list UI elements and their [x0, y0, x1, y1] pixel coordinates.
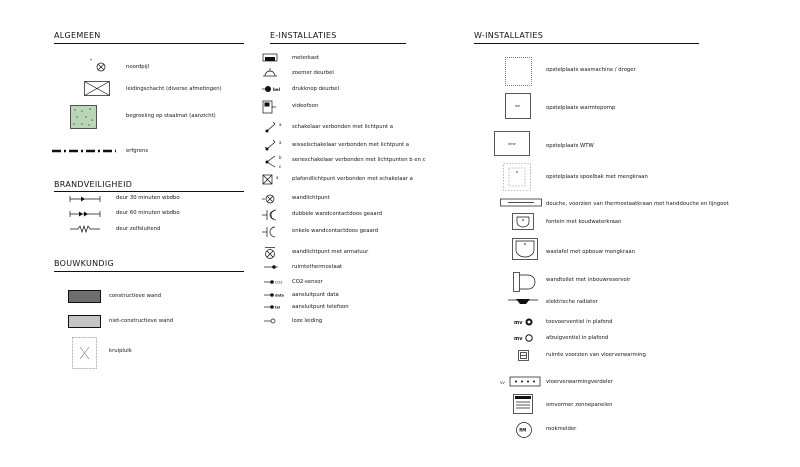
heading-algemeen: ALGEMEEN [54, 31, 101, 40]
floor-heating-manifold-icon [500, 376, 542, 388]
label-warmtepomp: opstelplaats warmtepomp [546, 105, 616, 111]
constructive-wall-swatch [68, 290, 101, 303]
label-erfgrens: erfgrens [126, 148, 149, 154]
shower-drain-icon [500, 198, 542, 208]
electric-radiator-icon [508, 293, 538, 305]
divider-bouwkundig [54, 271, 244, 272]
divider-brandveiligheid [54, 191, 244, 192]
symbol-text-tel: tel [275, 305, 281, 310]
washing-machine-spot-icon [505, 57, 532, 86]
label-wasmachine: opstelplaats wasmachine / droger [546, 67, 636, 73]
door-buzzer-icon [262, 68, 278, 78]
label-ruimtethermostaat: ruimtethermostaat [292, 264, 343, 270]
symbol-text-c: c [279, 164, 282, 169]
thermostat-icon [262, 262, 282, 272]
label-co2-sensor: CO2-sensor [292, 279, 323, 285]
switch-icon [264, 120, 286, 134]
fountain-icon [512, 213, 534, 230]
label-noordpijl: noordpijl [126, 64, 150, 70]
label-constructieve-wand: constructieve wand [109, 293, 161, 299]
label-spoelbak: opstelplaats spoelbak met mengkraan [546, 174, 648, 180]
supply-valve-icon [514, 317, 536, 327]
label-wandlichtpunt-armatuur: wandlichtpunt met armatuur [292, 249, 369, 255]
label-loze-leiding: loze leiding [292, 318, 323, 324]
doorbell-button-icon [262, 84, 288, 94]
door-60-min-icon [70, 210, 100, 218]
label-wandlichtpunt: wandlichtpunt [292, 195, 330, 201]
label-deur-60: deur 60 minuten wbdbo [116, 210, 180, 216]
label-enkele-wandcontactdoos: enkele wandcontactdoos geaard [292, 228, 379, 234]
symbol-text-a-2: a [279, 140, 282, 145]
heat-pump-icon [505, 93, 531, 119]
heading-brandveiligheid: BRANDVEILIGHEID [54, 180, 133, 189]
vegetation-mesh-icon [70, 105, 97, 129]
solar-inverter-icon [513, 394, 533, 414]
crawl-hatch-icon [72, 337, 97, 369]
series-switch-icon [264, 152, 286, 170]
symbol-text-mv-1: mv [514, 320, 523, 326]
floor-heating-icon [518, 350, 530, 362]
two-way-switch-icon [264, 138, 286, 152]
label-serieschakelaar: serieschakelaar verbonden met lichtpunten b en c [292, 157, 426, 163]
ceiling-light-icon [262, 174, 284, 186]
label-plafondlichtpunt: plafondlichtpunt verbonden met schakelaar a [292, 176, 413, 182]
label-videofoon: videofoon [292, 103, 319, 109]
symbol-text-vv: VV [500, 381, 505, 385]
north-arrow-icon [90, 58, 110, 74]
label-meterkast: meterkast [292, 55, 319, 61]
double-socket-icon [262, 209, 278, 221]
exhaust-valve-icon [514, 333, 536, 343]
symbol-text-a-3: a [276, 175, 279, 180]
label-omvormer: omvormer zonnepanelen [546, 402, 613, 408]
heading-bouwkundig: BOUWKUNDIG [54, 259, 114, 268]
videophone-icon [262, 100, 278, 114]
label-wandtoilet: wandtoilet met inbouwreservoir [546, 277, 631, 283]
label-elektrische-radiator: elektrische radiator [546, 299, 598, 305]
label-aansluitpunt-data: aansluitpunt data [292, 292, 339, 298]
data-outlet-icon [262, 290, 290, 300]
symbol-text-a-1: a [279, 122, 282, 127]
label-leidingschacht: leidingschacht (diverse afmetingen) [126, 86, 222, 92]
label-afzuigventiel: afzuigventiel in plafond [546, 335, 609, 341]
label-vloerverwarming: ruimte voorzien van vloerverwarming [546, 352, 646, 358]
label-aansluitpunt-telefoon: aansluitpunt telefoon [292, 304, 349, 310]
heading-e-installaties: E-INSTALLATIES [270, 31, 337, 40]
wall-light-icon [262, 193, 278, 205]
symbol-text-wp: WP [515, 104, 520, 108]
label-deur-zelfsluitend: deur zelfsluitend [116, 226, 161, 232]
self-closing-door-icon [70, 225, 100, 233]
svg-text:*: * [90, 58, 92, 63]
divider-algemeen [54, 43, 244, 44]
label-kruipluik: kruipluik [109, 348, 132, 354]
label-zoemer-deurbel: zoemer deurbel [292, 70, 334, 76]
symbol-text-bel: bel [273, 87, 280, 92]
symbol-text-b: b [279, 155, 282, 160]
divider-e-installaties [270, 43, 406, 44]
label-schakelaar: schakelaar verbonden met lichtpunt a [292, 124, 393, 130]
label-niet-constructieve-wand: niet-constructieve wand [109, 318, 174, 324]
label-rookmelder: rookmelder [546, 426, 577, 432]
pipe-shaft-icon [84, 81, 110, 96]
single-socket-icon [262, 226, 278, 238]
label-drukknop-deurbel: drukknop deurbel [292, 86, 339, 92]
symbol-text-wtw: WTW [508, 142, 516, 146]
label-deur-30: deur 30 minuten wbdbo [116, 195, 180, 201]
symbol-text-rm: RM [519, 427, 527, 433]
symbol-text-mv-2: mv [514, 336, 523, 342]
label-fontein: fontein met koudwaterkraan [546, 219, 622, 225]
non-constructive-wall-swatch [68, 315, 101, 328]
wall-toilet-icon [513, 272, 539, 292]
heading-w-installaties: W-INSTALLATIES [474, 31, 544, 40]
meter-cupboard-icon [262, 53, 278, 63]
wtw-unit-icon [494, 131, 530, 156]
label-wastafel: wastafel met opbouw mengkraan [546, 249, 635, 255]
label-dubbele-wandcontactdoos: dubbele wandcontactdoos geaard [292, 211, 383, 217]
co2-sensor-icon [262, 277, 288, 287]
door-30-min-icon [70, 195, 100, 203]
label-douche: douche, voorzien van thermostaatkraan met handdouche en lijngoot [546, 201, 729, 207]
label-vloerverwarmingverdeler: vloerverwarmingverdeler [546, 379, 613, 385]
label-wtw: opstelplaats WTW [546, 143, 594, 149]
wall-light-fixture-icon [262, 246, 278, 260]
symbol-text-data: data [275, 293, 284, 298]
telephone-outlet-icon [262, 302, 288, 312]
empty-conduit-icon [262, 316, 280, 326]
sink-spot-icon [503, 163, 531, 191]
label-begroeiing: begroeiing op staalmat (aanzicht) [126, 113, 216, 119]
smoke-detector-icon [515, 421, 533, 439]
symbol-text-co2: CO2 [275, 280, 283, 285]
label-toevoerventiel: toevoerventiel in plafond [546, 319, 613, 325]
washbasin-icon [512, 238, 538, 260]
divider-w-installaties [474, 43, 699, 44]
label-wisselschakelaar: wisselschakelaar verbonden met lichtpunt a [292, 142, 410, 148]
property-line-icon [52, 149, 116, 153]
